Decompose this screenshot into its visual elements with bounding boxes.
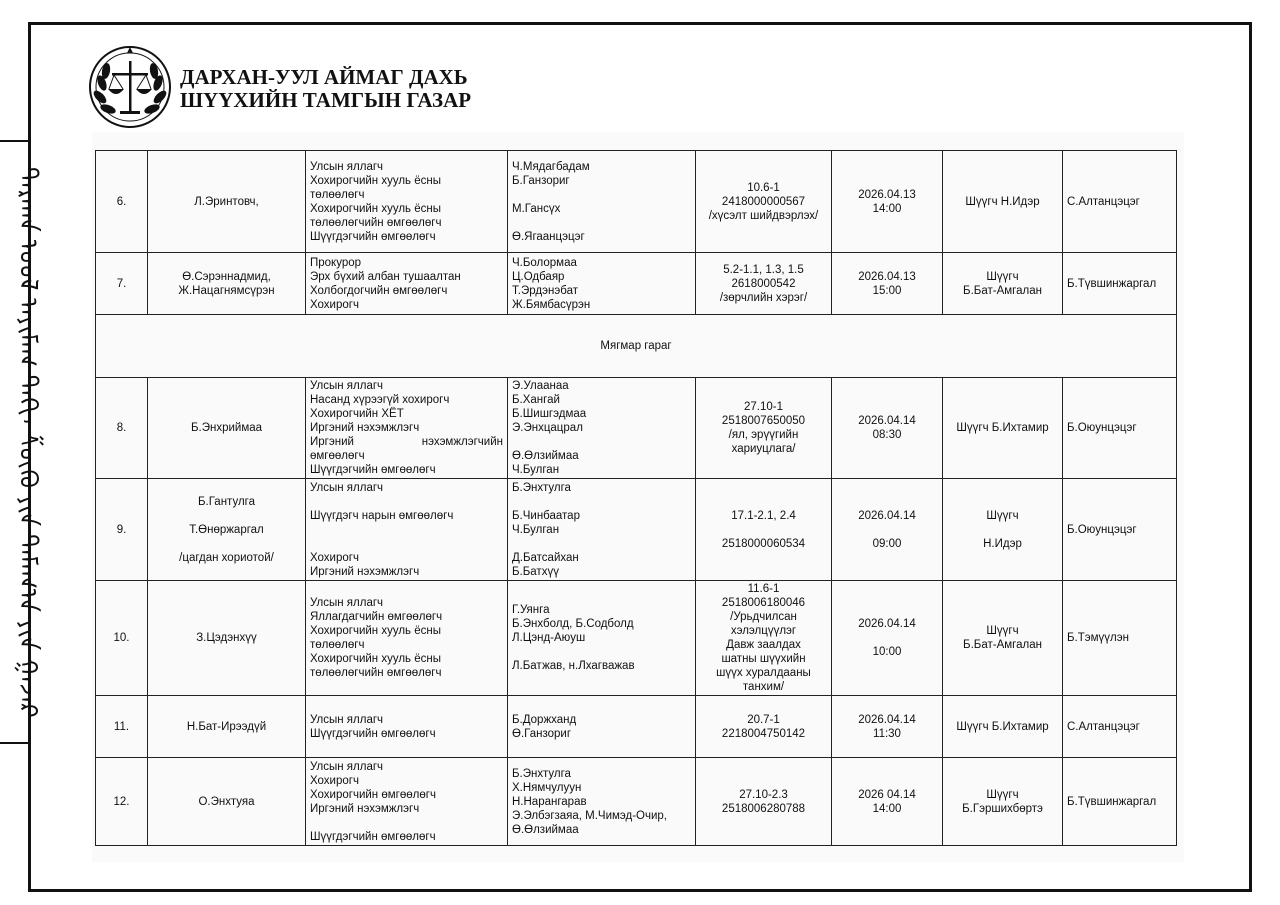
clerk-cell: Б.Түвшинжаргал xyxy=(1063,253,1177,315)
case-number-cell: 9. xyxy=(96,479,148,581)
participant-names-cell: Ч.Мядагбадам Б.Ганзориг М.Гансүх Ө.Ягаанцэцэг xyxy=(508,151,696,253)
clerk-cell: Б.Оюунцэцэг xyxy=(1063,378,1177,479)
table-row xyxy=(96,151,1177,253)
mongolian-script-side-text: ᠳᠠᠷᠬᠠᠨ ᠤᠤᠯ ᠠᠶᠢᠮᠠᠭ ᠳᠠᠬᠢ ᠱᠦᠬᠦ ᠶᠢᠨ ᠲᠠᠮᠠᠭ᠎ᠠ ᠶᠢᠨ ᠭᠠᠵᠠᠷ xyxy=(14,167,43,718)
case-number-cell: 6. xyxy=(96,151,148,253)
participant-roles-cell: Прокурор Эрх бүхий албан тушаалтан Холбогдогчийн өмгөөлөгч Хохирогч xyxy=(306,253,508,315)
participant-names-cell: Э.Улаанаа Б.Хангай Б.Шишгэдмаа Э.Энхцацрал Ө.Өлзиймаа Ч.Булган xyxy=(508,378,696,479)
court-emblem-icon xyxy=(88,43,172,129)
case-number-cell: 10. xyxy=(96,581,148,696)
case-article-cell: 27.10-1 2518007650050 /ял, эрүүгийн хариуцлага/ xyxy=(696,378,832,479)
defendant-cell: Б.Энхриймаа xyxy=(148,378,306,479)
participant-roles-cell: Улсын яллагч Насанд хүрээгүй хохирогч Хохирогчийн ХЁТ Иргэний нэхэмжлэгч Иргэний нэхэмжлэгчийн өмгөөлөгч Шүүгдэгчийн өмгөөлөгч xyxy=(306,378,508,479)
case-article-cell: 5.2-1.1, 1.3, 1.5 2618000542 /зөрчлийн хэрэг/ xyxy=(696,253,832,315)
side-rule xyxy=(0,140,28,142)
participant-names-cell: Б.Доржханд Ө.Ганзориг xyxy=(508,696,696,758)
day-separator-row xyxy=(96,315,1177,378)
title-line-1: ДАРХАН-УУЛ АЙМАГ ДАХЬ xyxy=(180,65,468,89)
judge-cell: Шүүгч Б.Ихтамир xyxy=(943,696,1063,758)
defendant-cell: Н.Бат-Ирээдүй xyxy=(148,696,306,758)
hearing-datetime-cell: 2026.04.13 14:00 xyxy=(832,151,943,253)
hearing-datetime-cell: 2026.04.14 11:30 xyxy=(832,696,943,758)
hearing-datetime-cell: 2026.04.14 10:00 xyxy=(832,581,943,696)
day-label: Мягмар гараг xyxy=(96,315,1177,378)
clerk-cell: Б.Түвшинжаргал xyxy=(1063,758,1177,846)
participant-names-cell: Г.Уянга Б.Энхболд, Б.Содболд Л.Цэнд-Аюуш Л.Батжав, н.Лхагважав xyxy=(508,581,696,696)
participant-roles-cell: Улсын яллагч Шүүгдэгч нарын өмгөөлөгч Хохирогч Иргэний нэхэмжлэгч xyxy=(306,479,508,581)
table-row xyxy=(96,378,1177,479)
judge-cell: Шүүгч Б.Ихтамир xyxy=(943,378,1063,479)
title-line-2: ШҮҮХИЙН ТАМГЫН ГАЗАР xyxy=(180,88,472,112)
side-rule xyxy=(0,742,28,744)
defendant-cell: О.Энхтуяа xyxy=(148,758,306,846)
hearing-datetime-cell: 2026.04.14 08:30 xyxy=(832,378,943,479)
clerk-cell: С.Алтанцэцэг xyxy=(1063,151,1177,253)
case-article-cell: 17.1-2.1, 2.4 2518000060534 xyxy=(696,479,832,581)
hearing-datetime-cell: 2026.04.13 15:00 xyxy=(832,253,943,315)
judge-cell: Шүүгч Б.Бат-Амгалан xyxy=(943,581,1063,696)
table-row xyxy=(96,696,1177,758)
clerk-cell: Б.Оюунцэцэг xyxy=(1063,479,1177,581)
participant-names-cell: Б.Энхтулга Х.Нямчулуун Н.Нарангарав Э.Элбэгзаяа, М.Чимэд-Очир, Ө.Өлзиймаа xyxy=(508,758,696,846)
case-number-cell: 8. xyxy=(96,378,148,479)
case-article-cell: 11.6-1 2518006180046 /Урьдчилсан хэлэлцүүлэг Давж заалдах шатны шүүхийн шүүх хуралдааны танхим/ xyxy=(696,581,832,696)
case-article-cell: 10.6-1 2418000000567 /хүсэлт шийдвэрлэх/ xyxy=(696,151,832,253)
table-row xyxy=(96,758,1177,846)
participant-roles-cell: Улсын яллагч Шүүгдэгчийн өмгөөлөгч xyxy=(306,696,508,758)
participant-names-cell: Б.Энхтулга Б.Чинбаатар Ч.Булган Д.Батсайхан Б.Батхүү xyxy=(508,479,696,581)
clerk-cell: С.Алтанцэцэг xyxy=(1063,696,1177,758)
case-article-cell: 27.10-2.3 2518006280788 xyxy=(696,758,832,846)
case-number-cell: 11. xyxy=(96,696,148,758)
defendant-cell: Л.Эринтовч, xyxy=(148,151,306,253)
hearing-datetime-cell: 2026.04.14 09:00 xyxy=(832,479,943,581)
hearing-schedule-table xyxy=(95,150,1177,846)
defendant-cell: Б.Гантулга Т.Өнөржаргал /цагдан хориотой/ xyxy=(148,479,306,581)
defendant-cell: Ө.Сэрэннадмид, Ж.Нацагнямсүрэн xyxy=(148,253,306,315)
organization-title xyxy=(180,66,471,112)
table-row xyxy=(96,479,1177,581)
participant-roles-cell: Улсын яллагч Хохирогч Хохирогчийн өмгөөлөгч Иргэний нэхэмжлэгч Шүүгдэгчийн өмгөөлөгч xyxy=(306,758,508,846)
judge-cell: Шүүгч Н.Идэр xyxy=(943,479,1063,581)
table-row xyxy=(96,253,1177,315)
judge-cell: Шүүгч Б.Бат-Амгалан xyxy=(943,253,1063,315)
judge-cell: Шүүгч Н.Идэр xyxy=(943,151,1063,253)
judge-cell: Шүүгч Б.Гэршихбөртэ xyxy=(943,758,1063,846)
case-article-cell: 20.7-1 2218004750142 xyxy=(696,696,832,758)
case-number-cell: 12. xyxy=(96,758,148,846)
participant-roles-cell: Улсын яллагч Хохирогчийн хууль ёсны төлөөлөгч Хохирогчийн хууль ёсны төлөөлөгчийн өмгөөлөгч Шүүгдэгчийн өмгөөлөгч xyxy=(306,151,508,253)
case-number-cell: 7. xyxy=(96,253,148,315)
hearing-datetime-cell: 2026 04.14 14:00 xyxy=(832,758,943,846)
table-row xyxy=(96,581,1177,696)
clerk-cell: Б.Тэмүүлэн xyxy=(1063,581,1177,696)
participant-names-cell: Ч.Болормаа Ц.Одбаяр Т.Эрдэнэбат Ж.Бямбасүрэн xyxy=(508,253,696,315)
defendant-cell: З.Цэдэнхүү xyxy=(148,581,306,696)
participant-roles-cell: Улсын яллагч Яллагдагчийн өмгөөлөгч Хохирогчийн хууль ёсны төлөөлөгч Хохирогчийн хууль ёсны төлөөлөгчийн өмгөөлөгч xyxy=(306,581,508,696)
